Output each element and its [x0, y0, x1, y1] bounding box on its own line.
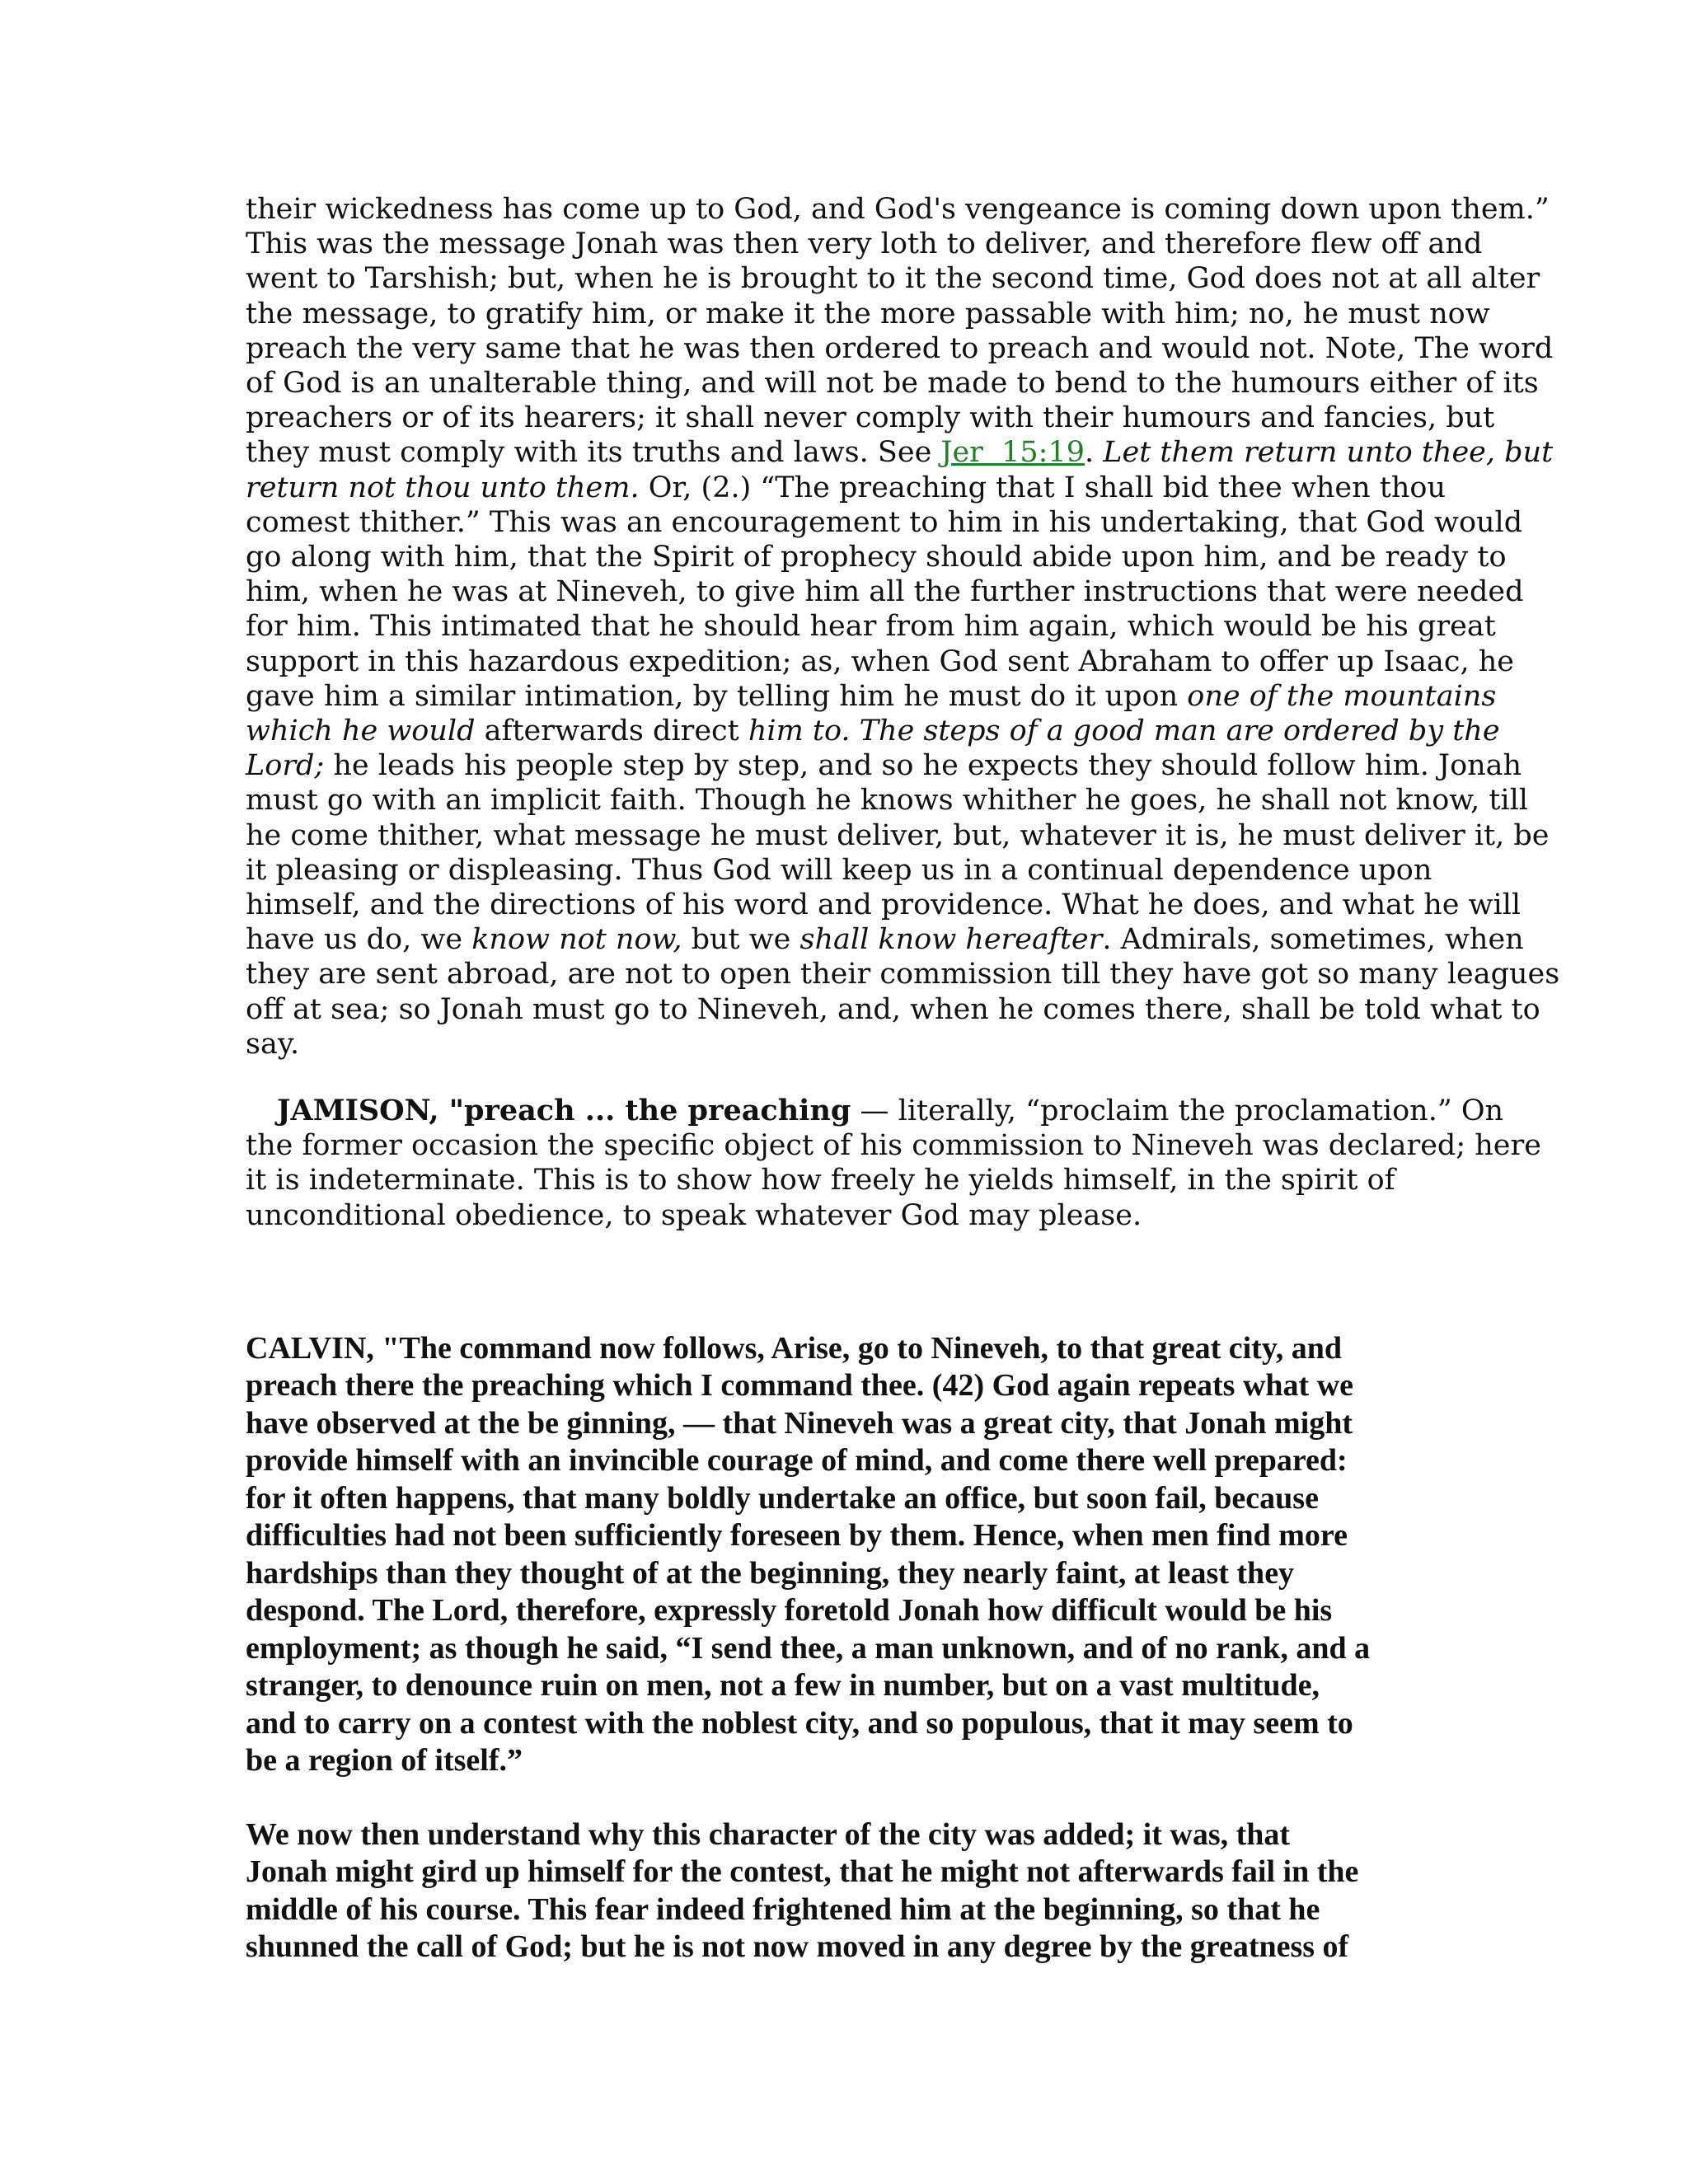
text-run: their wickedness has come up to God, and God's vengeance is coming down upon them.” [246, 193, 1550, 226]
italic-text: know not now, [471, 923, 682, 957]
text-line [246, 471, 1449, 505]
text-line [246, 783, 1528, 818]
calvin-continuation-paragraph [246, 1816, 1449, 1966]
text-run: Or, (2.) “The preaching that I shall bid thee when thou [639, 471, 1446, 504]
text-line [246, 853, 1449, 888]
text-run: preach the very same that he was then ordered to preach and would not. Note, The word [246, 331, 1554, 365]
text-run: . Admirals, sometimes, when [1102, 923, 1524, 957]
commentator-heading: JAMISON, "preach ... the preaching [277, 1094, 851, 1128]
text-run: employment; as though he said, “I send thee, a man unknown, and of no rank, and a [246, 1630, 1371, 1666]
text-run: despond. The Lord, therefore, expressly foretold Jonah how difficult would be his [246, 1593, 1333, 1629]
text-line [246, 331, 1554, 366]
text-line [246, 401, 1495, 435]
text-run: gave him a similar intimation, by telling him he must do it upon [246, 679, 1188, 713]
text-run: preach there the preaching which I command thee. (42) God again repeats what we [246, 1368, 1354, 1404]
text-line [246, 1198, 1449, 1233]
text-line [246, 1517, 1449, 1555]
italic-text: which he would [246, 715, 476, 748]
text-line [246, 1163, 1449, 1197]
text-run: — literally, “proclaim the proclamation.” On [851, 1094, 1504, 1128]
text-run: went to Tarshish; but, when he is brought to it the second time, God does not at all alter [246, 262, 1540, 296]
text-run: he come thither, what message he must deliver, but, whatever it is, he must deliver it, be [246, 818, 1550, 852]
text-run: Jonah might gird up himself for the contest, that he might not afterwards fail in the [246, 1854, 1359, 1890]
text-run: provide himself with an invincible courage of mind, and come there well prepared: [246, 1443, 1348, 1479]
italic-text: shall know hereafter [799, 923, 1103, 957]
text-run: shunned the call of God; but he is not now moved in any degree by the greatness of [246, 1929, 1349, 1965]
text-run: they must comply with its truths and laws. See [246, 436, 941, 470]
text-line [246, 1442, 1449, 1480]
text-run: afterwards direct [475, 715, 748, 748]
text-run: the message, to gratify him, or make it the more passable with him; no, he must now [246, 297, 1490, 330]
text-run: stranger, to denounce ruin on men, not a few in number, but on a vast multitude, [246, 1668, 1320, 1704]
text-line [246, 1854, 1449, 1891]
text-line [246, 1667, 1449, 1705]
text-line [246, 714, 1500, 748]
text-run: himself, and the directions of his word and providence. What he does, and what he will [246, 888, 1522, 922]
text-run: he leads his people step by step, and so he expects they should follow him. Jonah [324, 749, 1522, 783]
text-run: middle of his course. This fear indeed frightened him at the beginning, so that he [246, 1891, 1320, 1927]
text-line [246, 1742, 1449, 1780]
text-line [246, 192, 1550, 227]
text-run: comest thither.” This was an encouragement to him in his undertaking, that God would [246, 505, 1523, 539]
italic-text: him to. The steps of a good man are ordered by the [748, 715, 1500, 748]
text-line [246, 540, 1507, 574]
text-run: We now then understand why this character of the city was added; it was, that [246, 1816, 1291, 1852]
text-run: it pleasing or displeasing. Thus God will keep us in a continual dependence upon [246, 853, 1432, 887]
italic-text: return not thou unto them. [246, 471, 640, 504]
text-line [246, 435, 1554, 470]
text-line [246, 1929, 1449, 1966]
text-line [246, 957, 1560, 991]
text-run: support in this hazardous expedition; as, when God sent Abraham to offer up Isaac, he [246, 644, 1514, 678]
text-line [246, 748, 1522, 783]
text-line [246, 609, 1496, 644]
text-run: for it often happens, that many boldly undertake an office, but soon fail, because [246, 1480, 1319, 1516]
jamison-commentary-paragraph [246, 1094, 1541, 1233]
text-run: have observed at the be ginning, — that Nineveh was a great city, that Jonah might [246, 1405, 1353, 1441]
paragraph-gap [246, 1062, 1449, 1094]
text-line [246, 1480, 1449, 1518]
text-line [246, 227, 1483, 261]
text-run: difficulties had not been sufficiently foreseen by them. Hence, when men find more [246, 1518, 1348, 1554]
text-run: him, when he was at Nineveh, to give him all the further instructions that were needed [246, 575, 1524, 609]
text-line [246, 261, 1540, 296]
text-run: be a region of itself.” [246, 1743, 523, 1779]
henry-commentary-paragraph [246, 192, 1560, 1062]
section-gap [246, 1233, 1449, 1330]
text-run: the former occasion the specific object of his commission to Nineveh was declared; here [246, 1129, 1541, 1163]
text-line [246, 818, 1550, 853]
text-line [246, 1630, 1449, 1668]
text-line [246, 922, 1524, 957]
italic-text: Let them return unto thee, but [1103, 436, 1554, 470]
text-line [246, 1705, 1449, 1743]
text-line [246, 1555, 1449, 1593]
text-line [246, 1891, 1449, 1929]
text-line [246, 1027, 1449, 1062]
text-line [246, 888, 1522, 922]
text-run: preachers or of its hearers; it shall never comply with their humours and fancies, but [246, 401, 1495, 435]
text-line [246, 679, 1497, 714]
text-line [246, 1128, 1541, 1163]
text-line [246, 1592, 1449, 1630]
page-content [246, 192, 1560, 1966]
text-run: CALVIN, "The command now follows, Arise, go to Nineveh, to that great city, and [246, 1330, 1342, 1366]
text-line [246, 1816, 1449, 1854]
text-run: hardships than they thought of at the beginning, they nearly faint, at least they [246, 1555, 1295, 1591]
text-run: go along with him, that the Spirit of prophecy should abide upon him, and be ready to [246, 541, 1507, 574]
text-line [246, 992, 1540, 1027]
text-run: . [1085, 436, 1104, 470]
text-line [246, 366, 1539, 401]
text-line [246, 1367, 1449, 1405]
text-line [246, 1405, 1449, 1443]
text-run: This was the message Jonah was then very loth to deliver, and therefore flew off and [246, 227, 1483, 261]
text-run: for him. This intimated that he should hear from him again, which would be his great [246, 610, 1496, 644]
text-run: and to carry on a contest with the noblest city, and so populous, that it may seem to [246, 1705, 1353, 1741]
calvin-commentary-paragraph [246, 1330, 1449, 1780]
text-run: it is indeterminate. This is to show how freely he yields himself, in the spirit of [246, 1164, 1395, 1197]
text-run: off at sea; so Jonah must go to Nineveh, and, when he comes there, shall be told what to [246, 992, 1540, 1026]
text-run: of God is an unalterable thing, and will not be made to bend to the humours either of its [246, 367, 1539, 401]
text-run: say. [246, 1027, 300, 1061]
text-run: have us do, we [246, 923, 472, 957]
text-line [246, 297, 1490, 331]
text-run: unconditional obedience, to speak whatever God may please. [246, 1198, 1142, 1232]
scripture-reference-link[interactable]: Jer 15:19 [940, 436, 1085, 470]
text-line [246, 505, 1523, 540]
text-line [246, 644, 1514, 679]
text-line [246, 574, 1524, 609]
italic-text: one of the mountains [1187, 679, 1497, 713]
text-run: they are sent abroad, are not to open their commission till they have got so many leagues [246, 958, 1560, 991]
text-run: but we [682, 923, 800, 957]
text-line [246, 1330, 1449, 1368]
paragraph-gap [246, 1780, 1449, 1816]
text-run: must go with an implicit faith. Though he knows whither he goes, he shall not know, till [246, 784, 1528, 818]
text-line [246, 1094, 1504, 1128]
italic-text: Lord; [246, 749, 325, 783]
